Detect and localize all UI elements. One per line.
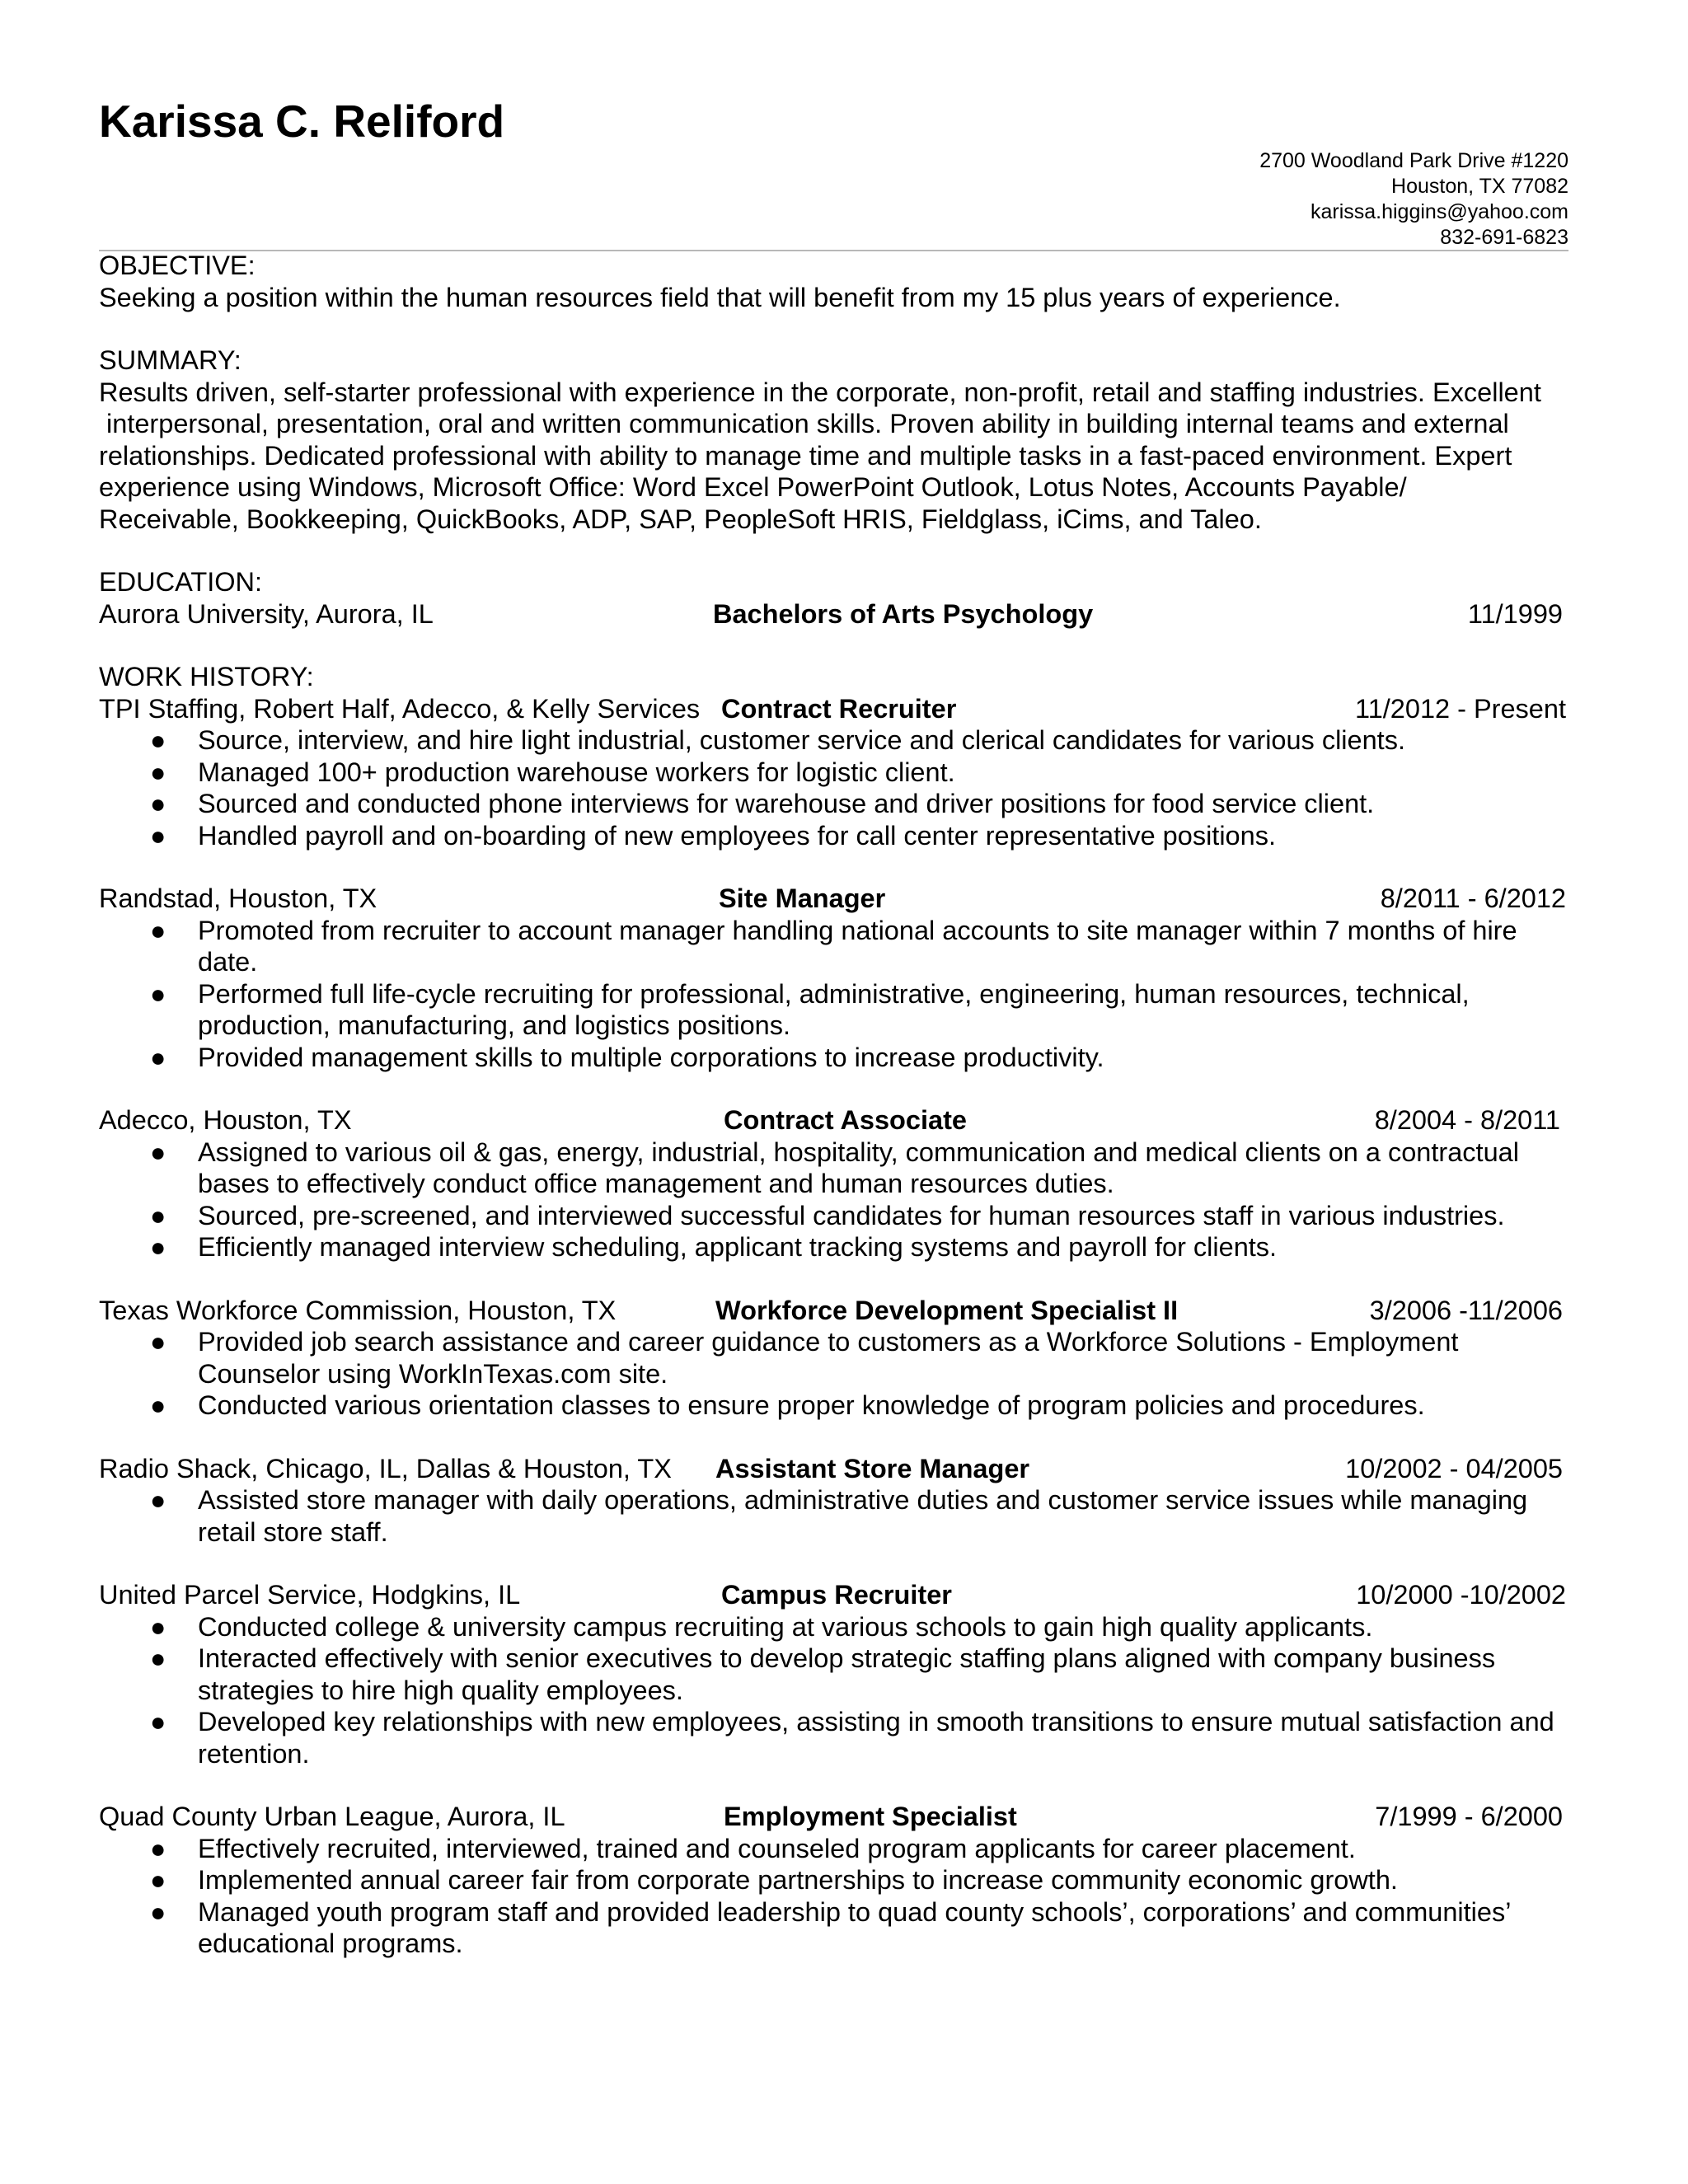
summary-text [99,377,1570,536]
bullet-icon: ● [150,1137,166,1167]
education-date: 11/1999 [1467,598,1563,629]
list-item: ● Sourced and conducted phone interviews for warehouse and driver positions for food service client. [150,789,1375,818]
job-date: 10/2000 -10/2002 [1356,1580,1566,1610]
bullet-icon: ● [150,1042,166,1072]
job-title: Contract Associate [724,1105,967,1135]
job-date: 10/2002 - 04/2005 [1345,1453,1563,1483]
list-item: ● Managed youth program staff and provided leadership to quad county schools’, corporations’ and communities’ educational programs. [150,1896,1511,1958]
job-date: 8/2011 - 6/2012 [1380,883,1566,913]
job-title: Contract Recruiter [721,693,957,724]
resume-body [99,250,1570,1960]
bullet-icon: ● [150,978,166,1009]
job-title: Campus Recruiter [721,1580,952,1610]
bullet-icon: ● [150,1865,166,1895]
work-history-heading: WORK HISTORY: [99,662,314,691]
job-header [99,1579,1570,1611]
summary-line: interpersonal, presentation, oral and written communication skills. Proven ability in building internal teams and external [99,409,1509,438]
contact-block [1259,148,1568,251]
list-item: ● Efficiently managed interview scheduling, applicant tracking systems and payroll for clients. [150,1232,1278,1262]
list-item: ● Assigned to various oil & gas, energy, industrial, hospitality, communication and medical clients on a contractual bases to effectively conduct office management and human resources duties. [150,1137,1519,1198]
bullet-icon: ● [150,1327,166,1357]
job-date: 3/2006 -11/2006 [1369,1295,1563,1325]
list-item: ● Performed full life-cycle recruiting for professional, administrative, engineering, human resources, technical, production, manufacturing, and logistics positions. [150,978,1470,1040]
bullet-icon: ● [150,725,166,755]
summary-line: Receivable, Bookkeeping, QuickBooks, ADP, SAP, PeopleSoft HRIS, Fieldglass, iCims, and Taleo. [99,504,1262,534]
education-heading: EDUCATION: [99,567,263,597]
list-item: ● Source, interview, and hire light industrial, customer service and clerical candidates for various clients. [150,725,1405,755]
list-item: ● Implemented annual career fair from corporate partnerships to increase community economic growth. [150,1865,1398,1895]
job-header [99,1453,1570,1485]
objective-heading: OBJECTIVE: [99,251,256,280]
job-company: United Parcel Service, Hodgkins, IL [99,1580,521,1610]
contact-email[interactable]: karissa.higgins@yahoo.com [1310,200,1568,223]
job-header [99,693,1570,725]
bullet-icon: ● [150,1643,166,1673]
bullet-icon: ● [150,1896,166,1927]
bullet-icon: ● [150,1390,166,1420]
job-bullets [99,1137,1570,1263]
job-company: Radio Shack, Chicago, IL, Dallas & Houston, TX [99,1453,672,1483]
list-item: ● Assisted store manager with daily operations, administrative duties and customer service issues while managing retail store staff. [150,1485,1528,1547]
list-item: ● Effectively recruited, interviewed, trained and counseled program applicants for career placement. [150,1833,1356,1863]
summary-line: relationships. Dedicated professional with ability to manage time and multiple tasks in a fast-paced environment. Expert [99,440,1512,471]
job-company: TPI Staffing, Robert Half, Adecco, & Kelly Services [99,693,701,724]
job-company: Texas Workforce Commission, Houston, TX [99,1295,617,1325]
list-item: ● Provided job search assistance and career guidance to customers as a Workforce Solutions - Employment Counselor using WorkInTexas.com site. [150,1327,1459,1389]
job-date: 8/2004 - 8/2011 [1374,1105,1560,1135]
objective-text: Seeking a position within the human resources field that will benefit from my 15 plus years of experience. [99,282,1341,312]
list-item: ● Interacted effectively with senior executives to develop strategic staffing plans aligned with company business strategies to hire high quality employees. [150,1643,1496,1705]
list-item: ● Conducted various orientation classes to ensure proper knowledge of program policies and procedures. [150,1390,1425,1420]
job-bullets [99,724,1570,851]
job-date: 7/1999 - 6/2000 [1375,1802,1563,1831]
job-bullets [99,1611,1570,1770]
job-bullets [99,1833,1570,1960]
list-item: ● Sourced, pre-screened, and interviewed successful candidates for human resources staff in various industries. [150,1200,1505,1230]
job-header [99,1104,1570,1137]
bullet-icon: ● [150,915,166,945]
list-item: ● Conducted college & university campus recruiting at various schools to gain high quality applicants. [150,1611,1373,1642]
job-bullets [99,1326,1570,1422]
bullet-icon: ● [150,789,166,818]
bullet-icon: ● [150,1232,166,1262]
bullet-icon: ● [150,1200,166,1230]
list-item: ● Developed key relationships with new employees, assisting in smooth transitions to ensure mutual satisfaction and retention. [150,1707,1554,1769]
contact-city: Houston, TX 77082 [1391,175,1568,198]
list-item: ● Provided management skills to multiple corporations to increase productivity. [150,1042,1104,1072]
bullet-icon: ● [150,757,166,787]
list-item: ● Handled payroll and on-boarding of new employees for call center representative positions. [150,820,1276,851]
job-header [99,1801,1570,1833]
job-bullets [99,915,1570,1074]
job-header [99,883,1570,915]
education-degree: Bachelors of Arts Psychology [713,598,1094,629]
bullet-icon: ● [150,1485,166,1515]
summary-line: experience using Windows, Microsoft Office: Word Excel PowerPoint Outlook, Lotus Notes, Accounts Payable/ [99,472,1407,502]
contact-phone: 832-691-6823 [1440,226,1568,249]
job-header [99,1295,1570,1327]
bullet-icon: ● [150,820,166,851]
job-company: Adecco, Houston, TX [99,1105,352,1135]
resume-name: Karissa C. Reliford [99,96,505,147]
education-row [99,598,1570,630]
job-date: 11/2012 - Present [1355,693,1566,724]
bullet-icon: ● [150,1707,166,1736]
bullet-icon: ● [150,1611,166,1642]
education-school: Aurora University, Aurora, IL [99,598,434,629]
job-bullets [99,1484,1570,1548]
job-title: Employment Specialist [724,1802,1017,1831]
summary-line: Results driven, self-starter professional with experience in the corporate, non-profit, retail and staffing industries. Excellent [99,377,1541,407]
job-title: Assistant Store Manager [715,1453,1030,1483]
job-title: Site Manager [719,883,886,913]
bullet-icon: ● [150,1833,166,1863]
list-item: ● Promoted from recruiter to account manager handling national accounts to site manager within 7 months of hire date. [150,915,1517,977]
job-company: Randstad, Houston, TX [99,883,377,913]
contact-address: 2700 Woodland Park Drive #1220 [1259,149,1568,172]
job-title: Workforce Development Specialist II [715,1295,1179,1325]
job-company: Quad County Urban League, Aurora, IL [99,1802,565,1831]
summary-heading: SUMMARY: [99,345,241,375]
list-item: ● Managed 100+ production warehouse workers for logistic client. [150,757,955,787]
